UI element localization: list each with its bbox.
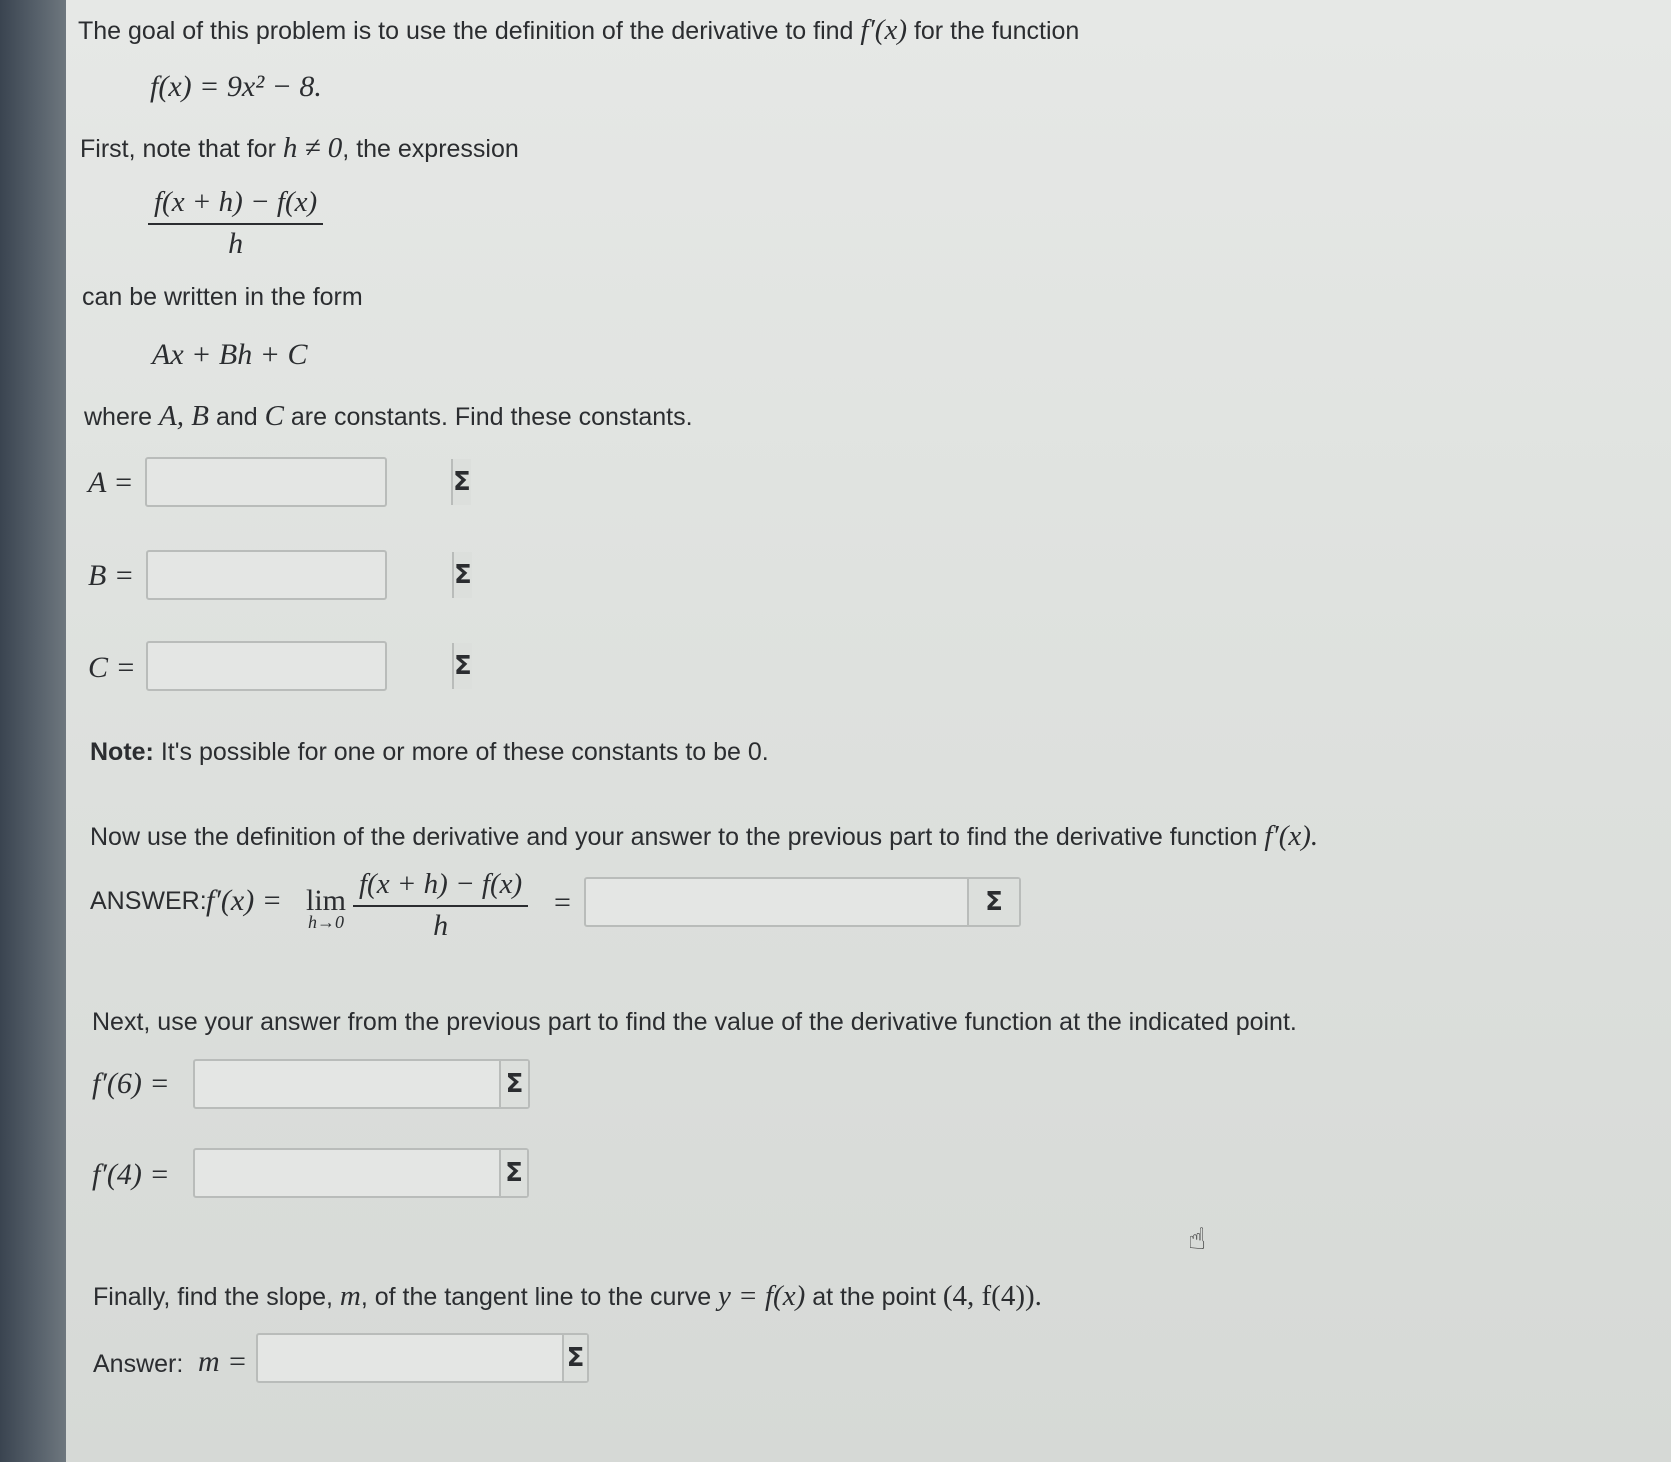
f4-label: f′(4) = (92, 1158, 170, 1191)
slope-sigma-button[interactable]: Σ (562, 1335, 587, 1381)
slope-prompt (93, 1280, 1042, 1313)
a-input-group (145, 457, 471, 507)
where-and: and (215, 403, 258, 431)
b-label: B = (88, 559, 135, 592)
note-line-after: , the expression (342, 135, 519, 163)
b-sigma-button[interactable]: Σ (452, 552, 472, 598)
quotient-numerator: f(x + h) − f(x) (148, 186, 323, 225)
derivative-input-group (584, 877, 1021, 927)
f4-sigma-button[interactable]: Σ (499, 1150, 527, 1196)
slope-curve: y = f(x) (718, 1280, 806, 1312)
intro-text: The goal of this problem is to use the definition of the derivative to find (78, 17, 854, 45)
slope-at: at the point (812, 1283, 936, 1311)
derivative-input[interactable] (586, 879, 967, 925)
slope-m: m (339, 1280, 361, 1312)
c-input-group (146, 641, 472, 691)
form-expression: Ax + Bh + C (152, 338, 308, 371)
where-after: are constants. Find these constants. (290, 403, 693, 431)
answer-equals: = (554, 886, 571, 919)
answer-denominator: h (433, 909, 449, 942)
point-prompt: Next, use your answer from the previous part to find the value of the derivative function at the indicated point. (92, 1008, 1297, 1036)
derivative-prompt (90, 820, 1318, 853)
lim-operator: lim (306, 884, 347, 917)
b-input[interactable] (148, 552, 452, 598)
where-line (84, 400, 693, 433)
a-sigma-button[interactable]: Σ (451, 459, 471, 505)
derivative-prompt-fprime: f′(x). (1264, 820, 1319, 852)
note-line-text: First, note that for (80, 135, 276, 163)
slope-mid: , of the tangent line to the curve (360, 1283, 712, 1311)
answer-quotient (353, 868, 528, 943)
a-label: A = (88, 466, 134, 499)
note-line (80, 132, 519, 165)
intro-line (78, 14, 1079, 47)
a-input[interactable] (147, 459, 451, 505)
answer-numerator: f(x + h) − f(x) (353, 868, 528, 907)
f6-label: f′(6) = (92, 1067, 170, 1100)
function-definition: f(x) = 9x² − 8. (150, 70, 322, 103)
c-label: C = (88, 651, 136, 684)
answer-lhs: f′(x) = (206, 884, 282, 917)
slope-input[interactable] (258, 1335, 562, 1381)
difference-quotient (148, 186, 323, 261)
slope-input-group (256, 1333, 589, 1383)
slope-text: Finally, find the slope, (93, 1283, 333, 1311)
f6-input-group (193, 1059, 530, 1109)
where-vars: A, B (159, 400, 209, 432)
form-intro: can be written in the form (82, 283, 363, 311)
intro-text-after: for the function (913, 17, 1080, 45)
f4-input[interactable] (195, 1150, 499, 1196)
f6-input[interactable] (195, 1061, 499, 1107)
b-input-group (146, 550, 472, 600)
c-sigma-button[interactable]: Σ (452, 643, 472, 689)
screen-bezel (0, 0, 66, 1462)
h-condition: h ≠ 0 (282, 132, 343, 164)
where-c: C (264, 400, 284, 432)
answer-label: ANSWER: (90, 887, 207, 915)
lim-subscript: h→0 (308, 912, 344, 932)
quotient-denominator: h (228, 227, 244, 260)
f6-sigma-button[interactable]: Σ (499, 1061, 528, 1107)
note-text: It's possible for one or more of these constants to be 0. (160, 738, 769, 766)
note-bold: Note: (90, 738, 154, 766)
slope-answer-var: m = (198, 1345, 248, 1378)
derivative-sigma-button[interactable]: Σ (967, 879, 1019, 925)
where-text: where (84, 403, 153, 431)
slope-point: (4, f(4)). (942, 1280, 1042, 1312)
intro-fprime: f′(x) (860, 14, 907, 46)
slope-answer-label: Answer: (93, 1350, 184, 1378)
zero-note (90, 738, 769, 767)
f4-input-group (193, 1148, 529, 1198)
pointer-hand-icon: ☝ (1188, 1223, 1207, 1256)
derivative-prompt-text: Now use the definition of the derivative and your answer to the previous part to find the derivative function (90, 823, 1258, 851)
c-input[interactable] (148, 643, 452, 689)
